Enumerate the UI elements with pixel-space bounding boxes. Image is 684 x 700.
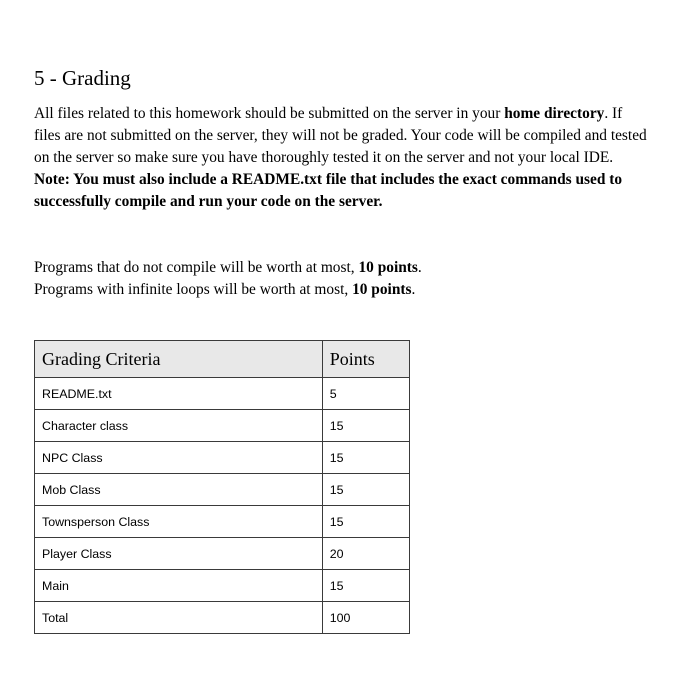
instructions-text-end: . If files are not submitted on the server, they will not be graded. Your code will be compiled and tested on the server so make sure you have thoroughly tested it on the server and not your local IDE. <box>34 105 647 166</box>
table-row <box>35 474 410 506</box>
points-cell: 15 <box>322 506 409 538</box>
points-cell: 5 <box>322 378 409 410</box>
home-directory-emphasis: home directory <box>504 105 605 122</box>
points-cell: 15 <box>322 570 409 602</box>
compile-rule-points: 10 points <box>358 259 418 276</box>
submission-instructions <box>34 103 650 213</box>
table-row-total <box>35 602 410 634</box>
loop-rule-period: . <box>411 281 416 298</box>
criteria-cell: NPC Class <box>35 442 323 474</box>
criteria-cell: Player Class <box>35 538 323 570</box>
criteria-cell: Townsperson Class <box>35 506 323 538</box>
criteria-cell: Total <box>35 602 323 634</box>
table-row <box>35 506 410 538</box>
table-row <box>35 538 410 570</box>
section-title: 5 - Grading <box>34 66 131 90</box>
table-row <box>35 410 410 442</box>
header-points: Points <box>322 341 409 378</box>
table-row <box>35 442 410 474</box>
points-cell: 15 <box>322 410 409 442</box>
compile-rule-text: Programs that do not compile will be worth at most, <box>34 259 359 276</box>
penalty-rules <box>34 257 650 301</box>
instructions-text-start: All files related to this homework should be submitted on the server in your <box>34 105 505 122</box>
readme-note: Note: You must also include a README.txt file that includes the exact commands used to successfully compile and run your code on the server. <box>34 171 623 210</box>
points-cell: 20 <box>322 538 409 570</box>
criteria-cell: README.txt <box>35 378 323 410</box>
table-header-row <box>35 341 410 378</box>
compile-rule-period: . <box>417 259 422 276</box>
loop-rule-points: 10 points <box>352 281 412 298</box>
criteria-cell: Main <box>35 570 323 602</box>
points-cell: 15 <box>322 474 409 506</box>
table-row <box>35 570 410 602</box>
points-cell: 100 <box>322 602 409 634</box>
table-row <box>35 378 410 410</box>
criteria-cell: Character class <box>35 410 323 442</box>
header-grading-criteria: Grading Criteria <box>35 341 323 378</box>
loop-rule-text: Programs with infinite loops will be worth at most, <box>34 281 353 298</box>
grading-table <box>34 340 410 634</box>
criteria-cell: Mob Class <box>35 474 323 506</box>
points-cell: 15 <box>322 442 409 474</box>
